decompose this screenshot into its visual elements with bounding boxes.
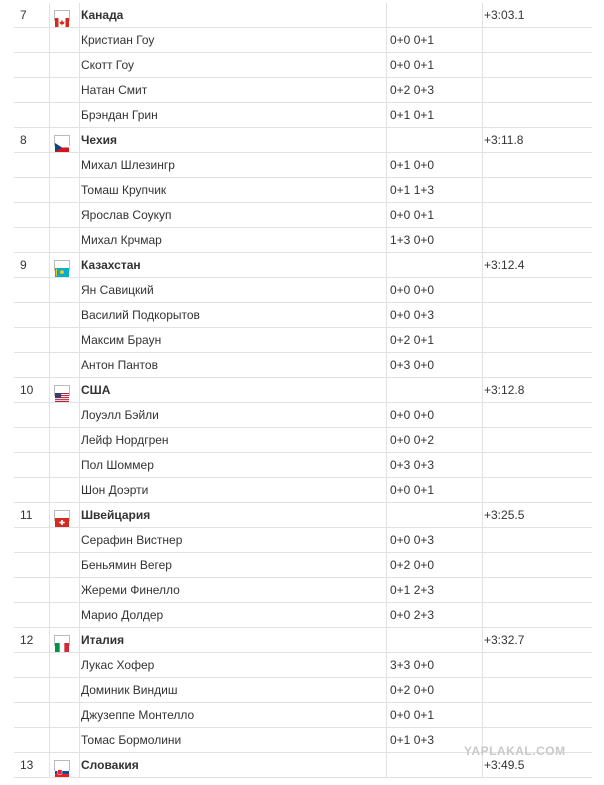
athlete-row (14, 278, 592, 303)
athlete-row (14, 653, 592, 678)
team-row (14, 3, 592, 28)
athlete-row (14, 53, 592, 78)
athlete-shooting: 0+0 0+1 (390, 33, 435, 47)
athlete-name[interactable]: Василий Подкорытов (81, 308, 200, 322)
team-row (14, 628, 592, 653)
athlete-shooting: 0+0 0+0 (390, 408, 435, 422)
athlete-shooting: 0+0 2+3 (390, 608, 435, 622)
athlete-name[interactable]: Антон Пантов (81, 358, 158, 372)
athlete-name[interactable]: Джузеппе Монтелло (81, 708, 195, 722)
athlete-name[interactable]: Томаш Крупчик (81, 183, 167, 197)
athlete-shooting: 0+3 0+0 (390, 358, 435, 372)
team-time: +3:25.5 (484, 508, 525, 522)
slovakia-flag-icon (54, 760, 70, 771)
athlete-row (14, 178, 592, 203)
athlete-name[interactable]: Жереми Финелло (81, 583, 180, 597)
athlete-row (14, 403, 592, 428)
athlete-name[interactable]: Беньямин Вегер (81, 558, 172, 572)
team-rank: 13 (20, 758, 34, 772)
team-time: +3:12.8 (484, 383, 525, 397)
athlete-row (14, 203, 592, 228)
athlete-shooting: 0+0 0+1 (390, 708, 435, 722)
athlete-shooting: 0+0 0+3 (390, 308, 435, 322)
athlete-name[interactable]: Максим Браун (81, 333, 162, 347)
athlete-shooting: 0+1 2+3 (390, 583, 435, 597)
team-country[interactable]: Италия (81, 633, 125, 647)
athlete-row (14, 603, 592, 628)
athlete-shooting: 0+2 0+0 (390, 683, 435, 697)
athlete-shooting: 0+1 0+1 (390, 108, 435, 122)
kazakhstan-flag-icon (54, 260, 70, 271)
team-time: +3:12.4 (484, 258, 525, 272)
athlete-shooting: 0+2 0+3 (390, 83, 435, 97)
column-divider (386, 3, 387, 778)
column-divider (79, 3, 80, 778)
team-country[interactable]: США (81, 383, 111, 397)
athlete-name[interactable]: Скотт Гоу (81, 58, 135, 72)
column-divider (482, 3, 483, 778)
athlete-row (14, 553, 592, 578)
athlete-row (14, 78, 592, 103)
team-time: +3:11.8 (484, 133, 524, 147)
team-row (14, 503, 592, 528)
team-rank: 12 (20, 633, 34, 647)
team-time: +3:49.5 (484, 758, 525, 772)
athlete-shooting: 0+3 0+3 (390, 458, 435, 472)
athlete-name[interactable]: Ярослав Соукуп (81, 208, 172, 222)
team-country[interactable]: Казахстан (81, 258, 141, 272)
athlete-shooting: 0+0 0+1 (390, 483, 435, 497)
athlete-shooting: 0+1 0+0 (390, 158, 435, 172)
athlete-shooting: 0+0 0+3 (390, 533, 435, 547)
athlete-name[interactable]: Лоуэлл Бэйли (81, 408, 159, 422)
athlete-name[interactable]: Михал Шлезингр (81, 158, 175, 172)
athlete-name[interactable]: Натан Смит (81, 83, 148, 97)
athlete-row (14, 153, 592, 178)
team-time: +3:32.7 (484, 633, 525, 647)
athlete-shooting: 0+1 0+3 (390, 733, 435, 747)
canada-flag-icon (54, 10, 70, 21)
team-rank: 9 (20, 258, 27, 272)
athlete-name[interactable]: Лейф Нордгрен (81, 433, 169, 447)
athlete-shooting: 0+0 0+1 (390, 208, 435, 222)
athlete-name[interactable]: Лукас Хофер (81, 658, 155, 672)
athlete-row (14, 478, 592, 503)
athlete-row (14, 428, 592, 453)
athlete-name[interactable]: Михал Крчмар (81, 233, 162, 247)
athlete-name[interactable]: Пол Шоммер (81, 458, 154, 472)
column-divider (49, 3, 50, 778)
athlete-row (14, 28, 592, 53)
athlete-name[interactable]: Брэндан Грин (81, 108, 158, 122)
team-row (14, 253, 592, 278)
team-country[interactable]: Чехия (81, 133, 117, 147)
athlete-row (14, 103, 592, 128)
athlete-row (14, 578, 592, 603)
athlete-name[interactable]: Томас Бормолини (81, 733, 182, 747)
athlete-row (14, 703, 592, 728)
athlete-row (14, 303, 592, 328)
athlete-shooting: 1+3 0+0 (390, 233, 435, 247)
athlete-name[interactable]: Серафин Вистнер (81, 533, 183, 547)
athlete-row (14, 453, 592, 478)
team-rank: 7 (20, 8, 27, 22)
athlete-row (14, 228, 592, 253)
athlete-shooting: 0+0 0+1 (390, 58, 435, 72)
athlete-name[interactable]: Кристиан Гоу (81, 33, 155, 47)
athlete-row (14, 528, 592, 553)
results-table (14, 3, 592, 778)
athlete-shooting: 0+0 0+2 (390, 433, 435, 447)
team-time: +3:03.1 (484, 8, 525, 22)
czech-flag-icon (54, 135, 70, 146)
team-country[interactable]: Канада (81, 8, 124, 22)
athlete-shooting: 0+2 0+1 (390, 333, 435, 347)
athlete-name[interactable]: Шон Доэрти (81, 483, 149, 497)
switzerland-flag-icon (54, 510, 70, 521)
athlete-row (14, 353, 592, 378)
team-country[interactable]: Швейцария (81, 508, 151, 522)
athlete-name[interactable]: Марио Долдер (81, 608, 164, 622)
team-row (14, 378, 592, 403)
team-rank: 11 (20, 508, 33, 522)
usa-flag-icon (54, 385, 70, 396)
athlete-shooting: 0+2 0+0 (390, 558, 435, 572)
athlete-shooting: 3+3 0+0 (390, 658, 435, 672)
team-country[interactable]: Словакия (81, 758, 139, 772)
athlete-shooting: 0+1 1+3 (390, 183, 435, 197)
team-rank: 8 (20, 133, 27, 147)
italy-flag-icon (54, 635, 70, 646)
athlete-name[interactable]: Ян Савицкий (81, 283, 154, 297)
watermark: YAPLAKAL.COM (464, 744, 566, 758)
athlete-name[interactable]: Доминик Виндиш (81, 683, 178, 697)
athlete-shooting: 0+0 0+0 (390, 283, 435, 297)
team-rank: 10 (20, 383, 34, 397)
athlete-row (14, 328, 592, 353)
team-row (14, 128, 592, 153)
athlete-row (14, 678, 592, 703)
